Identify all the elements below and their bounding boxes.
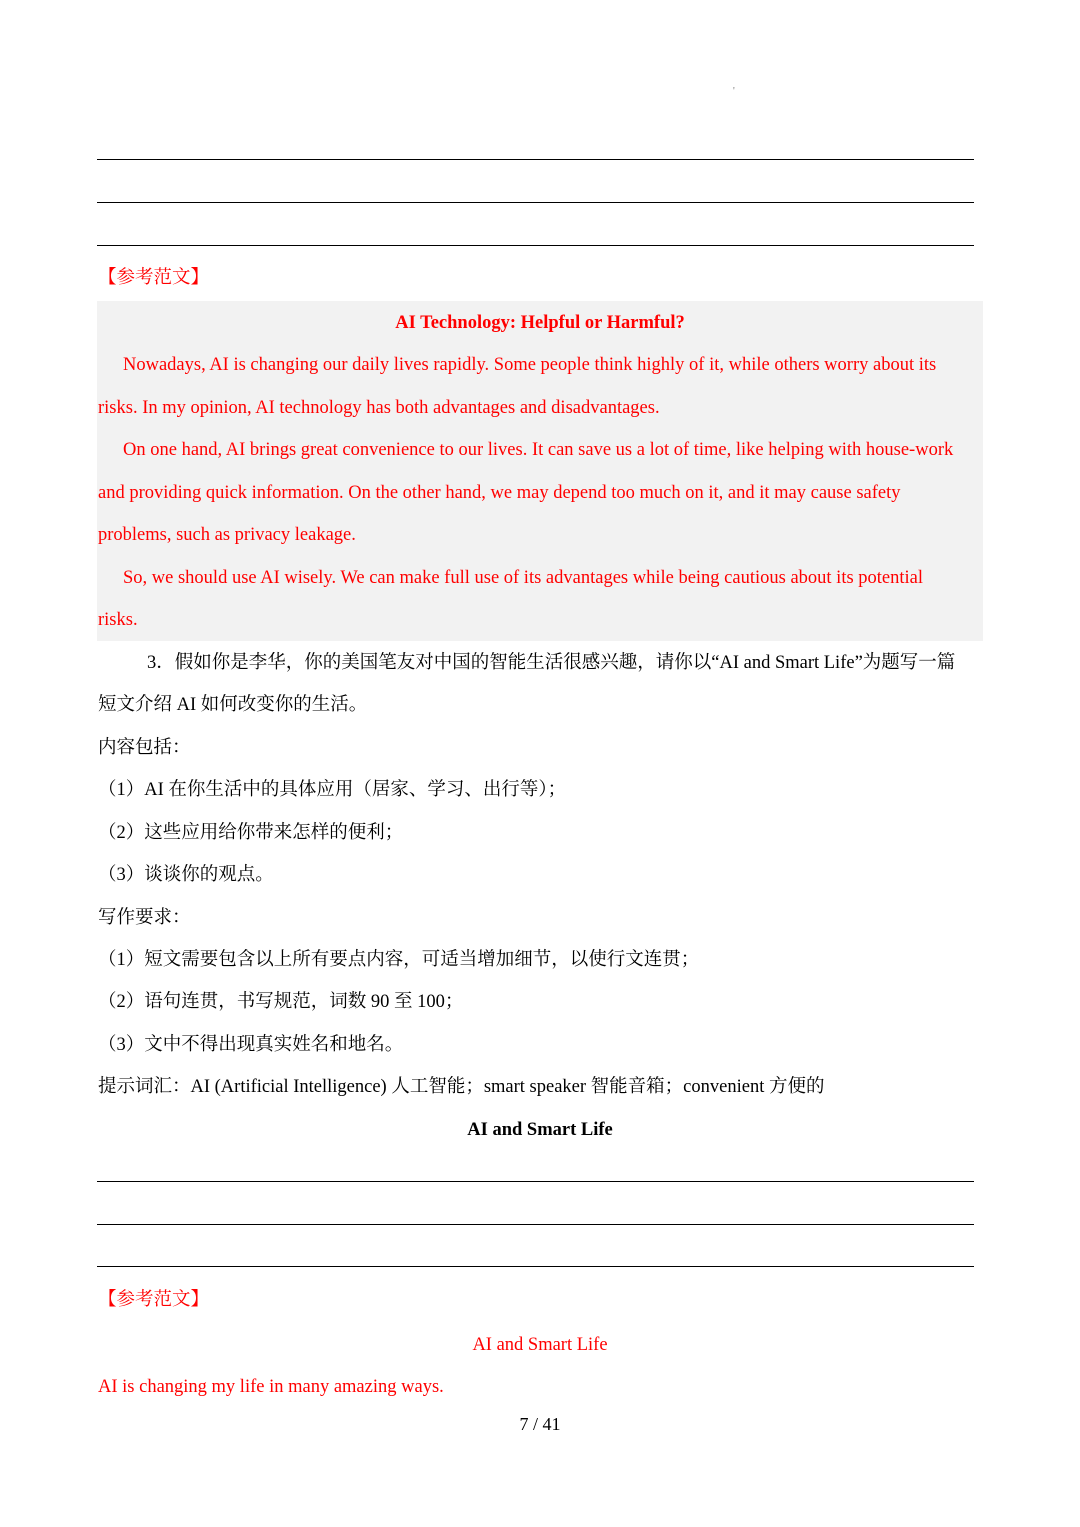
answer-line <box>97 1224 974 1225</box>
essay-line: AI is changing my life in many amazing ways. <box>98 1377 444 1397</box>
essay-line: So, we should use AI wisely. We can make full use of its advantages while being cautious about its potential <box>123 568 924 588</box>
essay-line: Nowadays, AI is changing our daily lives rapidly. Some people think highly of it, while others worry about its <box>123 355 937 375</box>
page-number: 7 / 41 <box>519 1414 561 1434</box>
essay-line: problems, such as privacy leakage. <box>98 525 356 545</box>
answer-line <box>97 159 974 160</box>
answer-line <box>97 1181 974 1182</box>
requirement-item: （2）语句连贯，书写规范，词数 90 至 100； <box>98 992 464 1012</box>
question-prompt: 3．假如你是李华，你的美国笔友对中国的智能生活很感兴趣，请你以“AI and Smart Life”为题写一篇 <box>147 653 956 673</box>
content-point: （3）谈谈你的观点。 <box>98 865 274 885</box>
answer-line <box>97 1266 974 1267</box>
content-point: （2）这些应用给你带来怎样的便利； <box>98 823 404 843</box>
question-prompt: 短文介绍 AI 如何改变你的生活。 <box>98 695 368 715</box>
reference-essay-heading: 【参考范文】 <box>98 1290 210 1310</box>
top-mark: ' <box>733 86 735 97</box>
answer-line <box>97 202 974 203</box>
reference-essay-heading: 【参考范文】 <box>98 268 210 288</box>
requirement-item: （3）文中不得出现真实姓名和地名。 <box>98 1035 404 1055</box>
content-heading: 内容包括： <box>98 738 191 758</box>
answer-line <box>97 245 974 246</box>
requirements-heading: 写作要求： <box>98 908 191 928</box>
essay-title: AI and Smart Life <box>467 1120 613 1140</box>
vocabulary-hint: 提示词汇：AI (Artificial Intelligence) 人工智能；smart speaker 智能音箱；convenient 方便的 <box>98 1077 825 1097</box>
requirement-item: （1）短文需要包含以上所有要点内容，可适当增加细节，以使行文连贯； <box>98 950 700 970</box>
essay-line: risks. <box>98 610 138 630</box>
reference-essay-title: AI Technology: Helpful or Harmful? <box>395 313 685 333</box>
essay-line: and providing quick information. On the other hand, we may depend too much on it, and it may cause safety <box>98 483 901 503</box>
essay-line: On one hand, AI brings great convenience to our lives. It can save us a lot of time, like helping with house-work <box>123 440 954 460</box>
content-point: （1）AI 在你生活中的具体应用（居家、学习、出行等）； <box>98 780 567 800</box>
reference-essay-title: AI and Smart Life <box>472 1335 608 1355</box>
essay-line: risks. In my opinion, AI technology has both advantages and disadvantages. <box>98 398 660 418</box>
